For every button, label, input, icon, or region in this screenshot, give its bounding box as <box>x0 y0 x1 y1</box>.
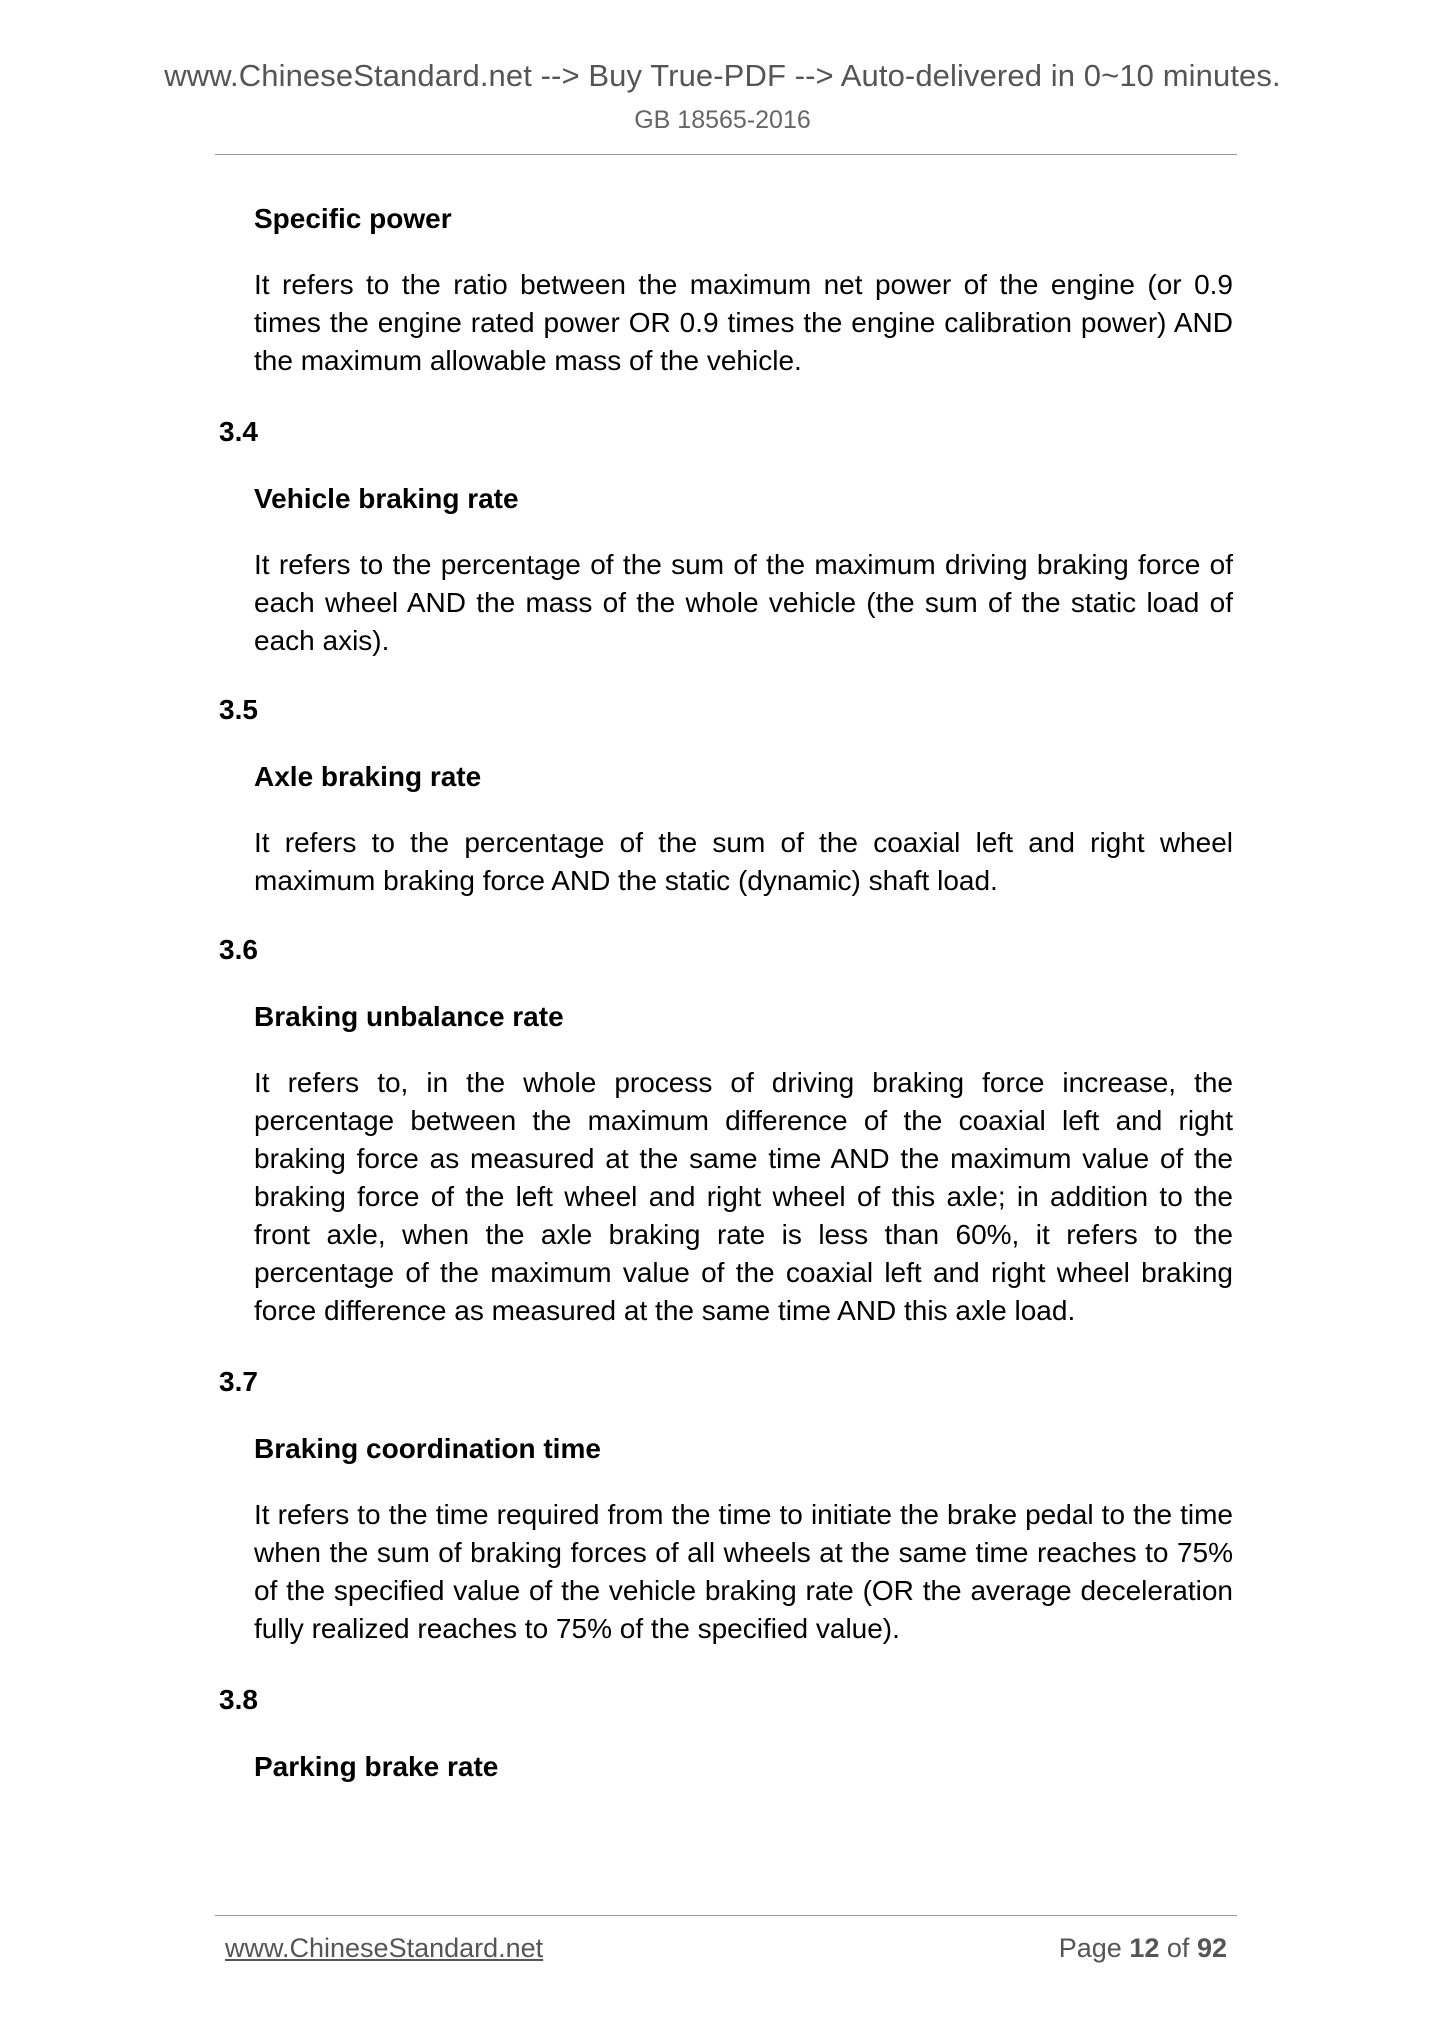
term-parking-brake-rate: Parking brake rate <box>254 1751 499 1782</box>
page-indicator <box>1059 1933 1227 1964</box>
definition-specific-power: It refers to the ratio between the maximum net power of the engine (or 0.9 times the engine rated power OR 0.9 times the engine calibration power) AND the maximum allowable mass of the vehicle. <box>254 269 1233 376</box>
footer-divider <box>215 1915 1237 1916</box>
term-vehicle-braking-rate: Vehicle braking rate <box>254 483 519 514</box>
definition-axle-braking-rate: It refers to the percentage of the sum of the coaxial left and right wheel maximum braking force AND the static (dynamic) shaft load. <box>254 827 1233 896</box>
section-number-3-5: 3.5 <box>219 694 258 725</box>
header-divider <box>215 154 1237 155</box>
page-prefix: Page <box>1058 1933 1122 1963</box>
term-braking-unbalance-rate: Braking unbalance rate <box>254 1001 564 1032</box>
section-number-3-4: 3.4 <box>219 416 258 447</box>
header-banner: www.ChineseStandard.net --> Buy True-PDF --> Auto-delivered in 0~10 minutes. <box>164 58 1281 93</box>
definition-braking-unbalance-rate: It refers to, in the whole process of driving braking force increase, the percentage between the maximum difference of the coaxial left and right braking force as measured at the same time AND the maximum value of the braking force of the left wheel and right wheel of this axle; in addition to the front axle, when the axle braking rate is less than 60%, it refers to the percentage of the maximum value of the coaxial left and right wheel braking force difference as measured at the same time AND this axle load. <box>254 1067 1233 1326</box>
definition-vehicle-braking-rate: It refers to the percentage of the sum of the maximum driving braking force of each wheel AND the mass of the whole vehicle (the sum of the static load of each axis). <box>254 549 1233 656</box>
term-specific-power: Specific power <box>254 203 452 234</box>
section-number-3-7: 3.7 <box>219 1366 258 1397</box>
term-braking-coordination-time: Braking coordination time <box>254 1433 601 1464</box>
standard-id: GB 18565-2016 <box>634 106 811 134</box>
definition-braking-coordination-time: It refers to the time required from the time to initiate the brake pedal to the time when the sum of braking forces of all wheels at the same time reaches to 75% of the specified value of the vehicle braking rate (OR the average deceleration fully realized reaches to 75% of the specified value). <box>254 1499 1233 1644</box>
page-of: of <box>1166 1933 1190 1963</box>
section-number-3-6: 3.6 <box>219 934 258 965</box>
page-current: 12 <box>1129 1933 1160 1963</box>
term-axle-braking-rate: Axle braking rate <box>254 761 482 792</box>
page-total: 92 <box>1196 1933 1227 1963</box>
footer-site-link[interactable]: www.ChineseStandard.net <box>225 1933 544 1963</box>
section-number-3-8: 3.8 <box>219 1684 258 1715</box>
